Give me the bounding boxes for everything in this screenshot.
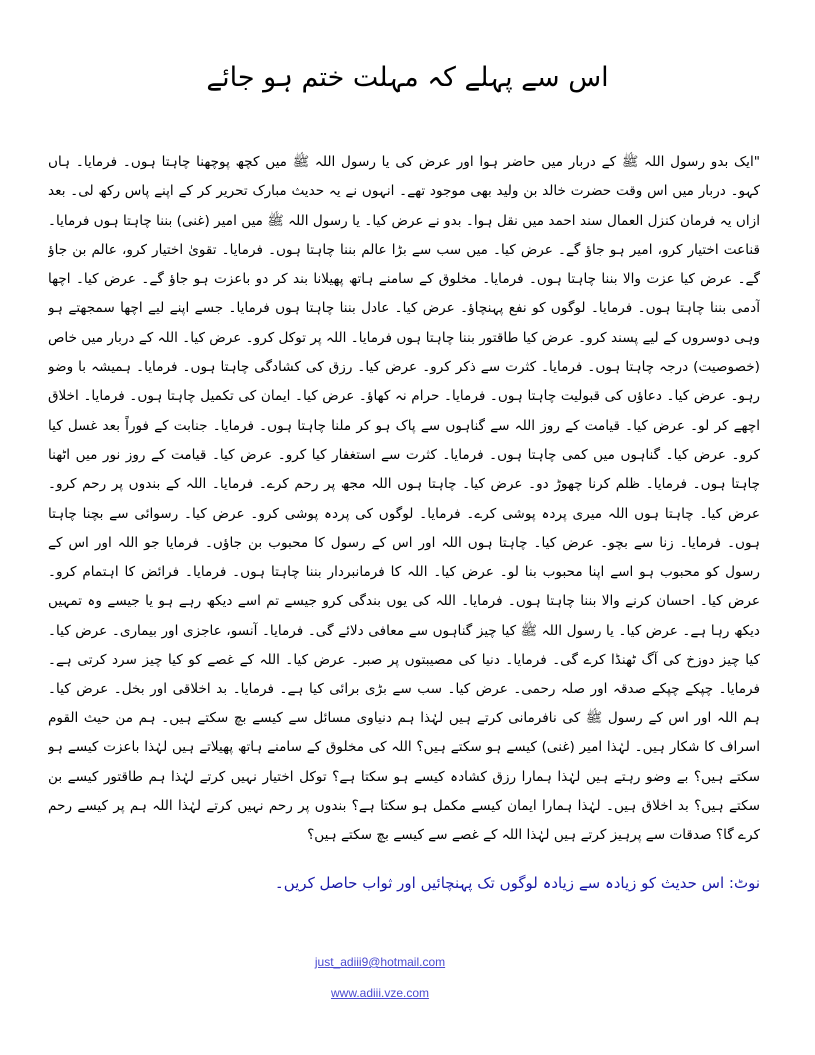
article-body [48, 148, 760, 850]
page-title: اس سے پہلے کہ مہلت ختم ہو جائے [206, 62, 609, 93]
hadith-paragraph: "ایک بدو رسول اللہ ﷺ کے دربار میں حاضر ہوا اور عرض کی یا رسول اللہ ﷺ میں کچھ پوچھنا چاہتا ہوں۔ فرمایا۔ ہاں کہو۔ دربار میں اس وقت حضرت خالد بن ولید بھی موجود تھے۔ انہوں نے یہ حدیث مبارک تحریر کر کے اپنے پاس رکھ لی۔ بعد ازاں یہ فرمان کنزل العمال سند احمد میں نقل ہوا۔ بدو نے عرض کیا۔ یا رسول اللہ ﷺ میں امیر (غنی) بننا چاہتا ہوں فرمایا۔ قناعت اختیار کرو، امیر ہو جاؤ گے۔ عرض کیا۔ میں سب سے بڑا عالم بننا چاہتا ہوں۔ فرمایا۔ تقویٰ اختیار کرو، عالم بن جاؤ گے۔ عرض کیا عزت والا بننا چاہتا ہوں۔ فرمایا۔ مخلوق کے سامنے ہاتھ پھیلانا بند کر دو باعزت ہو جاؤ گے۔ عرض کیا۔ اچھا آدمی بننا چاہتا ہوں۔ فرمایا۔ لوگوں کو نفع پہنچاؤ۔ عرض کیا۔ عادل بننا چاہتا ہوں فرمایا۔ جسے اپنے لیے اچھا سمجھتے ہو وہی دوسروں کے لیے پسند کرو۔ عرض کیا طاقتور بننا چاہتا ہوں فرمایا۔ اللہ پر توکل کرو۔ عرض کیا۔ اللہ کے دربار میں خاص (خصوصیت) درجہ چاہتا ہوں۔ فرمایا۔ کثرت سے ذکر کرو۔ عرض کیا۔ رزق کی کشادگی چاہتا ہوں۔ فرمایا۔ ہمیشہ با وضو رہو۔ عرض کیا۔ دعاؤں کی قبولیت چاہتا ہوں۔ فرمایا۔ حرام نہ کھاؤ۔ عرض کیا۔ ایمان کی تکمیل چاہتا ہوں۔ فرمایا۔ اخلاق اچھے کر لو۔ عرض کیا۔ قیامت کے روز اللہ سے گناہوں سے پاک ہو کر ملنا چاہتا ہوں۔ فرمایا۔ جنابت کے فوراً بعد غسل کیا کرو۔ عرض کیا۔ گناہوں میں کمی چاہتا ہوں۔ فرمایا۔ کثرت سے استغفار کیا کرو۔ عرض کیا۔ قیامت کے روز نور میں اٹھنا چاہتا ہوں۔ فرمایا۔ ظلم کرنا چھوڑ دو۔ عرض کیا۔ چاہتا ہوں اللہ مجھ پر رحم کرے۔ فرمایا۔ اللہ کے بندوں پر رحم کرو۔ عرض کیا۔ چاہتا ہوں اللہ میری پردہ پوشی کرے۔ فرمایا۔ لوگوں کی پردہ پوشی کرو۔ عرض کیا۔ رسوائی سے بچنا چاہتا ہوں۔ فرمایا۔ زنا سے بچو۔ عرض کیا۔ چاہتا ہوں اللہ اور اس کے رسول کا محبوب بن جاؤں۔ فرمایا جو اللہ اور اس کے رسول کو محبوب ہو اسے اپنا محبوب بنا لو۔ عرض کیا۔ اللہ کا فرمانبردار بننا چاہتا ہوں۔ فرمایا۔ فرائض کا اہتمام کرو۔ عرض کیا۔ احسان کرنے والا بننا چاہتا ہوں۔ فرمایا۔ اللہ کی یوں بندگی کرو جیسے تم اسے دیکھ رہے ہو یا جیسے وہ تمہیں دیکھ رہا ہے۔ عرض کیا۔ یا رسول اللہ ﷺ کیا چیز گناہوں سے معافی دلائے گی۔ فرمایا۔ آنسو، عاجزی اور بیماری۔ عرض کیا۔ کیا چیز دوزخ کی آگ ٹھنڈا کرے گی۔ فرمایا۔ دنیا کی مصیبتوں پر صبر۔ عرض کیا۔ اللہ کے غصے کو کیا چیز سرد کرتی ہے۔ فرمایا۔ چپکے چپکے صدقہ اور صلہ رحمی۔ عرض کیا۔ سب سے بڑی برائی کیا ہے۔ فرمایا۔ بد اخلاقی اور بخل۔ عرض کیا۔ [48, 154, 760, 698]
reflection-paragraph: ہم اللہ اور اس کے رسول ﷺ کی نافرمانی کرتے ہیں لہٰذا ہم دنیاوی مسائل سے کیسے بچ سکتے ہیں۔ ہم من حیث القوم اسراف کا شکار ہیں۔ لہٰذا امیر (غنی) کیسے ہو سکتے ہیں؟ اللہ کی مخلوق کے سامنے ہاتھ پھیلاتے ہیں لہٰذا باعزت کیسے ہو سکتے ہیں؟ بے وضو رہتے ہیں لہٰذا ہمارا رزق کشادہ کیسے ہو سکتا ہے؟ توکل اختیار نہیں کرتے لہٰذا ہم طاقتور کیسے بن سکتے ہیں؟ بد اخلاق ہیں۔ لہٰذا ہمارا ایمان کیسے مکمل ہو سکتا ہے؟ بندوں پر رحم نہیں کرتے لہٰذا اللہ ہم پر کیسے رحم کرے گا؟ صدقات سے پرہیز کرتے ہیں لہٰذا اللہ کے غصے سے کیسے بچ سکتے ہیں؟ [48, 710, 760, 844]
note-text: نوٹ: اس حدیث کو زیادہ سے زیادہ لوگوں تک پہنچائیں اور ثواب حاصل کریں۔ [274, 874, 760, 892]
email-link[interactable]: just_adiii9@hotmail.com [314, 955, 446, 969]
website-link[interactable]: www.adiii.vze.com [330, 986, 430, 1000]
